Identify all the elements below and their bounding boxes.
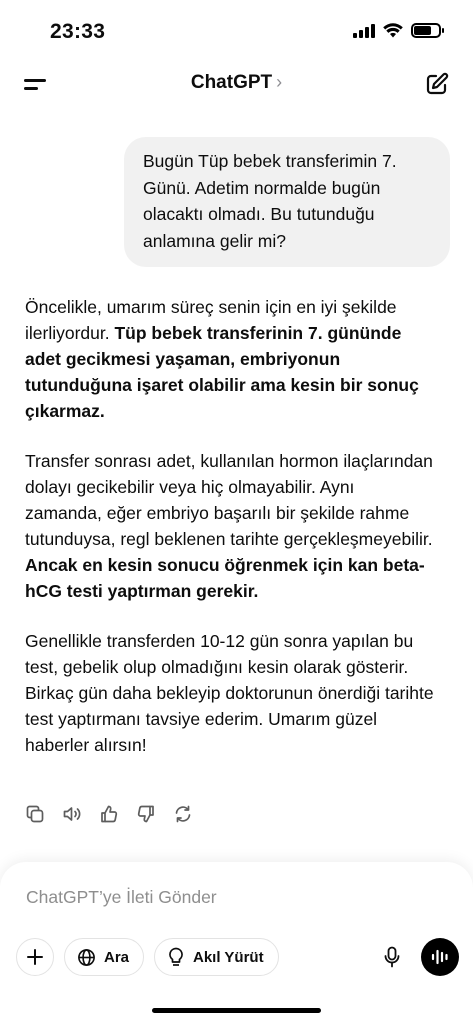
globe-icon (77, 948, 96, 967)
composer-toolbar (16, 938, 459, 978)
copy-icon[interactable] (25, 804, 45, 824)
text-segment: Öncelikle, umarım süreç senin için en iyi şekilde ilerliyordur. (25, 297, 397, 343)
user-message-bubble: Bugün Tüp bebek transferimin 7. Günü. Adetim normalde bugün olacaktı olmadı. Bu tutunduğu anlamına gelir mi? (124, 137, 450, 267)
text-segment: Genellikle transferden 10-12 gün sonra yapılan bu test, gebelik olup olmadığını kesin olarak gösterir. Birkaç gün daha bekleyip doktorunun önerdiği tarihte test yaptırmanı tavsiye ederim. Umarım güzel haberler alırsın! (25, 631, 434, 755)
assistant-paragraph (25, 448, 435, 604)
battery-icon (411, 23, 441, 38)
thumbs-up-icon[interactable] (99, 804, 119, 824)
cellular-signal-icon (353, 24, 375, 38)
thumbs-down-icon[interactable] (136, 804, 156, 824)
assistant-paragraph (25, 294, 435, 424)
search-button-label: Ara (104, 948, 130, 966)
bold-text: Ancak en kesin sonucu öğrenmek için kan beta-hCG testi yaptırman gerekir. (25, 555, 425, 601)
reason-button[interactable] (154, 938, 279, 976)
search-button[interactable] (64, 938, 144, 976)
message-actions (25, 804, 193, 824)
lightbulb-icon (167, 947, 185, 967)
bold-text: Tüp bebek transferinin 7. gününde adet gecikmesi yaşaman, embriyonun tutunduğuna işaret olabilir ama kesin bir sonuç çıkarmaz. (25, 323, 419, 421)
text-segment: Transfer sonrası adet, kullanılan hormon ilaçlarından dolayı gecikebilir veya hiç olmayabilir. Aynı zamanda, eğer embriyo başarılı bir şekilde rahme tutunduysa, regl beklenen tarihte gerçekleşmeyebilir. (25, 451, 433, 549)
app-header (0, 62, 473, 106)
header-title: ChatGPT (190, 72, 273, 93)
message-input[interactable] (26, 887, 426, 908)
voice-mode-icon (430, 948, 450, 966)
attach-button[interactable] (16, 938, 54, 976)
status-bar (0, 0, 473, 62)
status-time: 23:33 (50, 20, 106, 43)
wifi-icon (383, 23, 403, 38)
regenerate-icon[interactable] (173, 804, 193, 824)
assistant-message (25, 294, 435, 782)
home-indicator (152, 1008, 321, 1013)
microphone-icon (383, 946, 401, 968)
plus-icon (26, 948, 44, 966)
microphone-button[interactable] (373, 938, 411, 976)
assistant-paragraph (25, 628, 435, 758)
new-chat-icon[interactable] (425, 72, 449, 96)
status-icons (353, 23, 441, 38)
reason-button-label: Akıl Yürüt (193, 948, 264, 966)
chevron-right-icon: › (276, 72, 283, 92)
voice-mode-button[interactable] (421, 938, 459, 976)
read-aloud-icon[interactable] (62, 804, 82, 824)
model-selector[interactable] (0, 72, 473, 94)
message-composer (0, 862, 473, 1024)
